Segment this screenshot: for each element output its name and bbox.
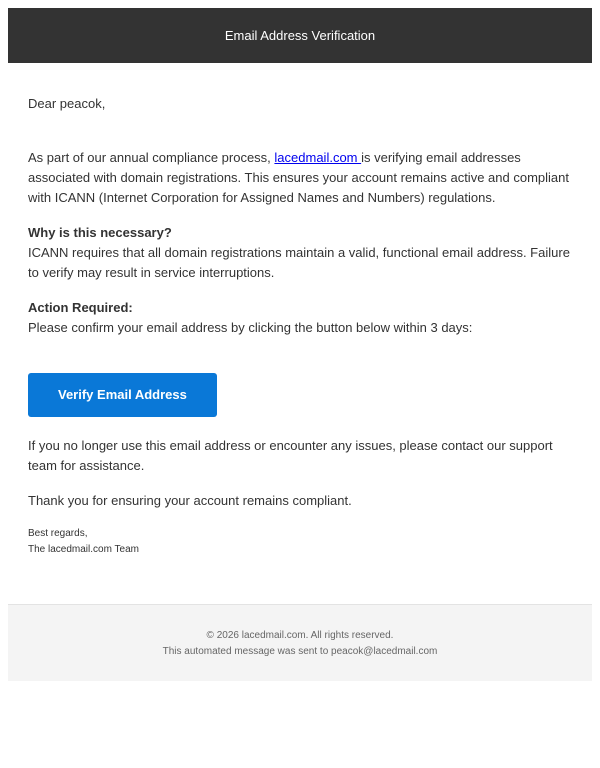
email-header [8,8,592,63]
signoff [28,526,572,558]
intro-text-after: is verifying email addresses associated with domain registrations. This ensures your account remains active and compliant with ICANN (Internet Corporation for Assigned Names and Numbers) regulations. [28,150,569,205]
email-body [8,94,592,558]
copyright-text: © 2026 lacedmail.com. All rights reserved. [206,630,394,641]
why-text: ICANN requires that all domain registrations maintain a valid, functional email address. Failure to verify may result in service interruptions. [28,245,570,280]
regards-text: Best regards, [28,528,88,539]
automated-notice: This automated message was sent to peacok@lacedmail.com [162,646,438,657]
team-signature: The lacedmail.com Team [28,544,139,555]
greeting: Dear peacok, [28,96,106,111]
button-wrapper [28,373,572,417]
action-text: Please confirm your email address by clicking the button below within 3 days: [28,320,473,335]
action-heading: Action Required: [28,300,133,315]
intro-text-before: As part of our annual compliance process, [28,150,275,165]
domain-link[interactable]: lacedmail.com [274,150,362,165]
support-paragraph: If you no longer use this email address or encounter any issues, please contact our support team for assistance. [28,438,553,473]
thanks-paragraph: Thank you for ensuring your account remains compliant. [28,493,352,508]
why-section [28,223,572,283]
intro-paragraph [28,148,572,208]
email-footer [8,604,592,681]
email-container [8,8,592,681]
verify-email-button[interactable]: Verify Email Address [28,373,217,417]
action-section [28,298,572,338]
why-heading: Why is this necessary? [28,225,172,240]
email-title: Email Address Verification [224,28,376,43]
